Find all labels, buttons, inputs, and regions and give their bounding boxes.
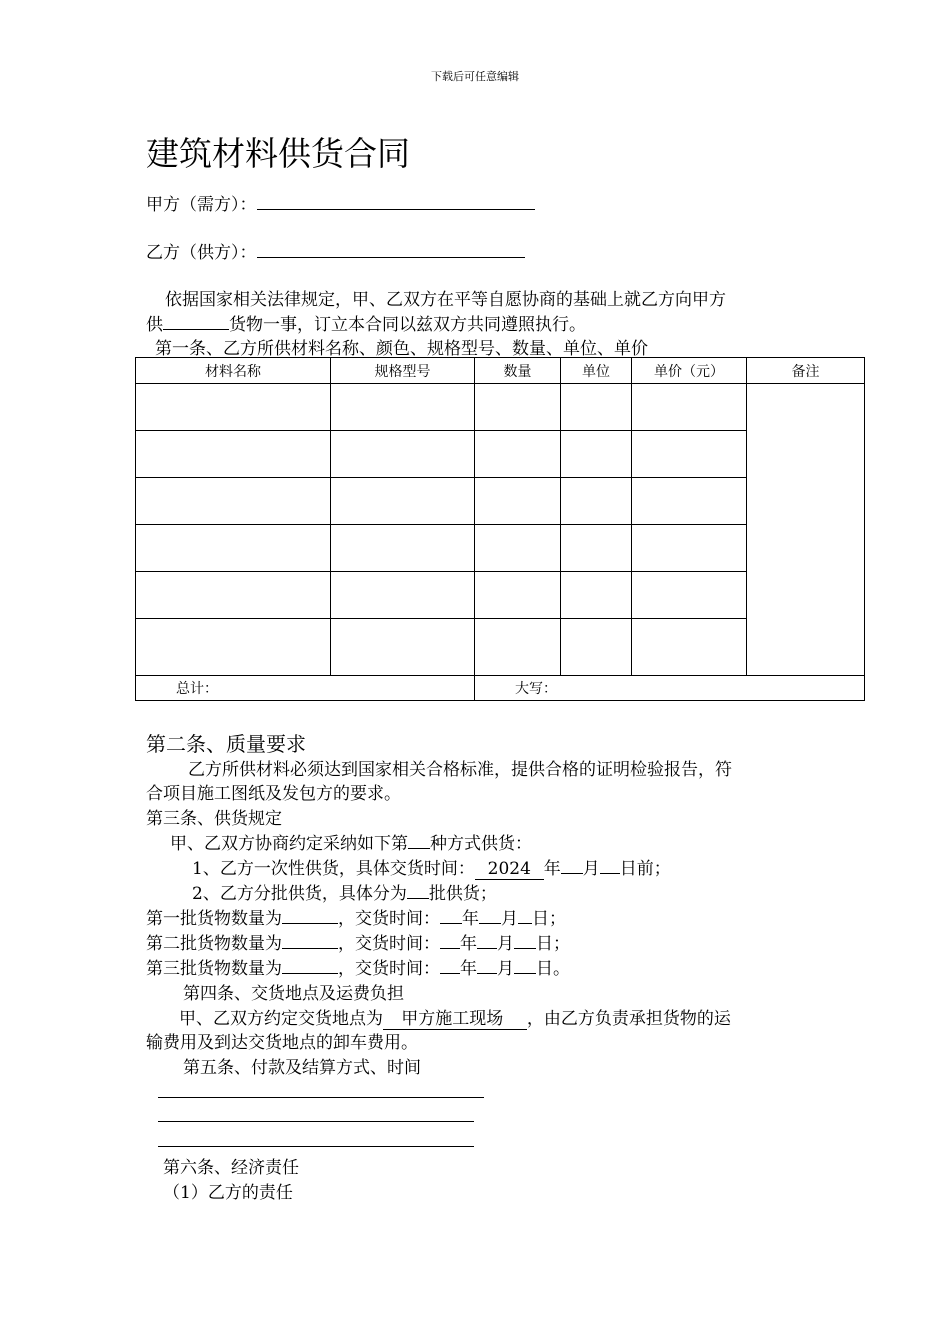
article-3-option-2: [192, 879, 497, 904]
table-cell[interactable]: [561, 572, 632, 619]
table-cell[interactable]: [136, 572, 331, 619]
delivery-place-value: 甲方施工现场: [401, 1009, 504, 1029]
table-cell[interactable]: [331, 384, 475, 431]
batch-3-day-unit: 日。: [536, 959, 570, 979]
column-header-quantity: 数量: [475, 358, 561, 384]
table-cell[interactable]: [475, 525, 561, 572]
article-3-option-1: [192, 854, 671, 879]
batch-1-row: [146, 904, 566, 929]
article-1-title: 第一条、乙方所供材料名称、颜色、规格型号、数量、单位、单价: [155, 339, 648, 359]
table-cell[interactable]: [632, 525, 747, 572]
article-2-title: 第二条、质量要求: [146, 732, 306, 756]
batch-1-time-label: ，交货时间：: [338, 909, 440, 929]
party-b-blank[interactable]: [257, 238, 525, 258]
party-a-blank[interactable]: [257, 190, 535, 210]
column-header-unit: 单位: [561, 358, 632, 384]
party-b-row: [146, 238, 525, 263]
column-header-spec: 规格型号: [331, 358, 475, 384]
article-4-line-2: 输费用及到达交货地点的卸车费用。: [146, 1033, 418, 1053]
batch-1-month-blank[interactable]: [479, 904, 501, 924]
batch-1-quantity-blank[interactable]: [282, 904, 338, 924]
supply-method-suffix: 种方式供货：: [430, 834, 532, 854]
batch-count-blank[interactable]: [407, 879, 429, 899]
batch-2-row: [146, 929, 570, 954]
column-header-remarks: 备注: [747, 358, 865, 384]
table-cell[interactable]: [561, 619, 632, 676]
article-6-title: 第六条、经济责任: [163, 1158, 299, 1178]
table-row: [136, 384, 865, 431]
table-cell[interactable]: [331, 572, 475, 619]
table-cell[interactable]: [331, 431, 475, 478]
goods-blank[interactable]: [163, 310, 229, 330]
column-header-material: 材料名称: [136, 358, 331, 384]
article-3-title: 第三条、供货规定: [146, 809, 282, 829]
batch-1-day-unit: 日；: [532, 909, 566, 929]
table-cell[interactable]: [331, 525, 475, 572]
batch-2-time-label: ，交货时间：: [338, 934, 440, 954]
batch-2-day-unit: 日；: [536, 934, 570, 954]
table-cell[interactable]: [632, 619, 747, 676]
article-6-item-1: （1）乙方的责任: [163, 1183, 293, 1203]
intro-line-2: [146, 310, 586, 335]
table-cell[interactable]: [561, 478, 632, 525]
table-cell[interactable]: [632, 384, 747, 431]
table-cell[interactable]: [632, 478, 747, 525]
batch-3-row: [146, 954, 570, 979]
table-cell[interactable]: [331, 478, 475, 525]
party-b-label: 乙方（供方）：: [146, 243, 257, 263]
table-cell[interactable]: [475, 431, 561, 478]
year-unit: 年: [543, 859, 561, 879]
table-total-row: [136, 676, 865, 701]
delivery-place-field[interactable]: [383, 1009, 527, 1030]
intro-supply-label: 供: [146, 315, 163, 335]
batch-2-label: 第二批货物数量为: [146, 934, 282, 954]
table-cell[interactable]: [475, 619, 561, 676]
intro-line-2-text: 货物一事，订立本合同以兹双方共同遵照执行。: [229, 315, 586, 335]
payment-terms-line-3[interactable]: [158, 1146, 474, 1147]
batch-3-month-blank[interactable]: [477, 954, 497, 974]
article-3-line-1: [170, 829, 532, 854]
capital-amount-label: 大写：: [475, 676, 865, 701]
batch-3-day-blank[interactable]: [514, 954, 536, 974]
table-cell[interactable]: [136, 478, 331, 525]
article-4-line-1: [179, 1004, 731, 1029]
supply-method-label: 甲、乙双方协商约定采纳如下第: [170, 834, 408, 854]
article-2-line-1: 乙方所供材料必须达到国家相关合格标准，提供合格的证明检验报告，符: [188, 760, 732, 780]
column-header-unit-price: 单价（元）: [632, 358, 747, 384]
batch-3-quantity-blank[interactable]: [282, 954, 338, 974]
delivery-place-label: 甲、乙双方约定交货地点为: [179, 1009, 383, 1029]
table-cell[interactable]: [475, 478, 561, 525]
payment-terms-line-1[interactable]: [158, 1097, 484, 1098]
table-cell[interactable]: [561, 525, 632, 572]
table-cell[interactable]: [632, 572, 747, 619]
batch-2-year-unit: 年: [460, 934, 477, 954]
table-cell[interactable]: [561, 431, 632, 478]
intro-line-1: 依据国家相关法律规定，甲、乙双方在平等自愿协商的基础上就乙方向甲方: [165, 290, 726, 310]
article-4-title: 第四条、交货地点及运费负担: [183, 984, 404, 1004]
payment-terms-line-2[interactable]: [158, 1121, 474, 1122]
option-2-label: 2、乙方分批供货，具体分为: [192, 884, 407, 904]
page-title: 建筑材料供货合同: [146, 134, 410, 173]
batch-3-year-blank[interactable]: [440, 954, 460, 974]
article-2-line-2: 合项目施工图纸及发包方的要求。: [146, 784, 401, 804]
month-unit: 月: [582, 859, 600, 879]
remarks-cell[interactable]: [747, 384, 865, 676]
batch-1-year-blank[interactable]: [440, 904, 462, 924]
batch-3-year-unit: 年: [460, 959, 477, 979]
party-a-label: 甲方（需方）：: [146, 195, 257, 215]
table-cell[interactable]: [561, 384, 632, 431]
batch-3-month-unit: 月: [497, 959, 514, 979]
delivery-day-blank[interactable]: [600, 854, 620, 874]
batch-1-label: 第一批货物数量为: [146, 909, 282, 929]
batch-2-day-blank[interactable]: [514, 929, 536, 949]
option-1-label: 1、乙方一次性供货，具体交货时间：: [192, 859, 475, 879]
delivery-year-value: 2024: [487, 859, 531, 879]
materials-table: [135, 357, 865, 701]
delivery-month-blank[interactable]: [561, 854, 583, 874]
batch-1-day-blank[interactable]: [518, 904, 532, 924]
option-2-suffix: 批供货；: [428, 884, 497, 904]
header-note: 下载后可任意编辑: [431, 70, 519, 83]
batch-2-quantity-blank[interactable]: [282, 929, 338, 949]
table-cell[interactable]: [136, 431, 331, 478]
batch-3-time-label: ，交货时间：: [338, 959, 440, 979]
table-cell[interactable]: [136, 384, 331, 431]
table-cell[interactable]: [632, 431, 747, 478]
batch-3-label: 第三批货物数量为: [146, 959, 282, 979]
article-5-title: 第五条、付款及结算方式、时间: [183, 1058, 421, 1078]
supply-method-blank[interactable]: [408, 829, 430, 849]
batch-2-year-blank[interactable]: [440, 929, 460, 949]
article-4-line-1-suffix: ，由乙方负责承担货物的运: [526, 1009, 731, 1029]
table-cell[interactable]: [331, 619, 475, 676]
party-a-row: [146, 190, 535, 215]
table-cell[interactable]: [475, 384, 561, 431]
table-cell[interactable]: [136, 619, 331, 676]
table-cell[interactable]: [475, 572, 561, 619]
total-label: 总计：: [136, 676, 475, 701]
table-header-row: [136, 358, 865, 384]
batch-2-month-blank[interactable]: [477, 929, 497, 949]
table-cell[interactable]: [136, 525, 331, 572]
batch-1-month-unit: 月: [501, 909, 518, 929]
day-unit: 日前；: [619, 859, 671, 879]
delivery-year-field[interactable]: [475, 859, 544, 880]
batch-1-year-unit: 年: [462, 909, 479, 929]
batch-2-month-unit: 月: [497, 934, 514, 954]
